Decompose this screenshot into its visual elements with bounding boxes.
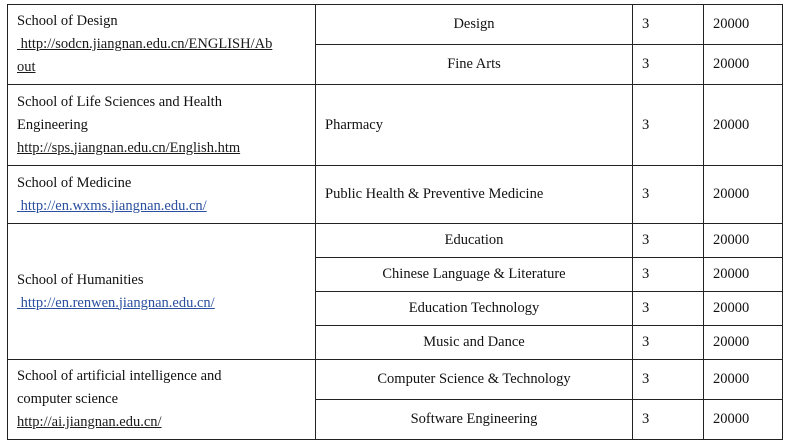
major-cell: Music and Dance [316, 326, 633, 360]
school-url-link[interactable]: http://en.renwen.jiangnan.edu.cn/ [20, 294, 215, 311]
duration-cell: 3 [633, 360, 704, 400]
duration-cell: 3 [633, 292, 704, 326]
major-cell: Design [316, 5, 633, 45]
table-row [8, 224, 783, 258]
school-cell [8, 5, 316, 85]
table-row [8, 5, 783, 45]
major-cell: Computer Science & Technology [316, 360, 633, 400]
table-row [8, 166, 783, 224]
school-name-line-2: computer science [17, 391, 119, 407]
duration-cell: 3 [633, 326, 704, 360]
school-cell [8, 85, 316, 166]
school-name-line-2: Engineering [17, 116, 88, 133]
fee-cell: 20000 [704, 45, 783, 85]
school-cell [8, 224, 316, 360]
duration-cell: 3 [633, 5, 704, 45]
duration-cell: 3 [633, 258, 704, 292]
duration-cell: 3 [633, 85, 704, 166]
fee-cell: 20000 [704, 400, 783, 440]
major-cell: Software Engineering [316, 400, 633, 440]
table-row [8, 85, 783, 166]
school-name: School of Medicine [17, 174, 132, 191]
duration-cell: 3 [633, 166, 704, 224]
school-name: School of Humanities [17, 271, 144, 288]
fee-cell: 20000 [704, 326, 783, 360]
school-name: School of Design [17, 13, 118, 29]
major-cell: Fine Arts [316, 45, 633, 85]
fee-cell: 20000 [704, 292, 783, 326]
school-url-link[interactable]: http://sodcn.jiangnan.edu.cn/ENGLISH/Ab out [17, 36, 273, 75]
major-cell: Public Health & Preventive Medicine [316, 166, 633, 224]
programs-table [7, 4, 783, 440]
fee-cell: 20000 [704, 5, 783, 45]
fee-cell: 20000 [704, 166, 783, 224]
major-cell: Education Technology [316, 292, 633, 326]
fee-cell: 20000 [704, 85, 783, 166]
fee-cell: 20000 [704, 258, 783, 292]
school-cell [8, 360, 316, 440]
fee-cell: 20000 [704, 360, 783, 400]
duration-cell: 3 [633, 224, 704, 258]
school-cell [8, 166, 316, 224]
major-cell: Education [316, 224, 633, 258]
table-row [8, 360, 783, 400]
major-cell: Pharmacy [316, 85, 633, 166]
school-url-link[interactable]: http://ai.jiangnan.edu.cn/ [17, 414, 162, 430]
fee-cell: 20000 [704, 224, 783, 258]
major-cell: Chinese Language & Literature [316, 258, 633, 292]
school-name-line-1: School of artificial intelligence and [17, 368, 222, 384]
duration-cell: 3 [633, 400, 704, 440]
school-url-link[interactable]: http://sps.jiangnan.edu.cn/English.htm [17, 139, 241, 156]
duration-cell: 3 [633, 45, 704, 85]
school-name-line-1: School of Life Sciences and Health [17, 93, 222, 110]
school-url-link[interactable]: http://en.wxms.jiangnan.edu.cn/ [20, 197, 207, 214]
